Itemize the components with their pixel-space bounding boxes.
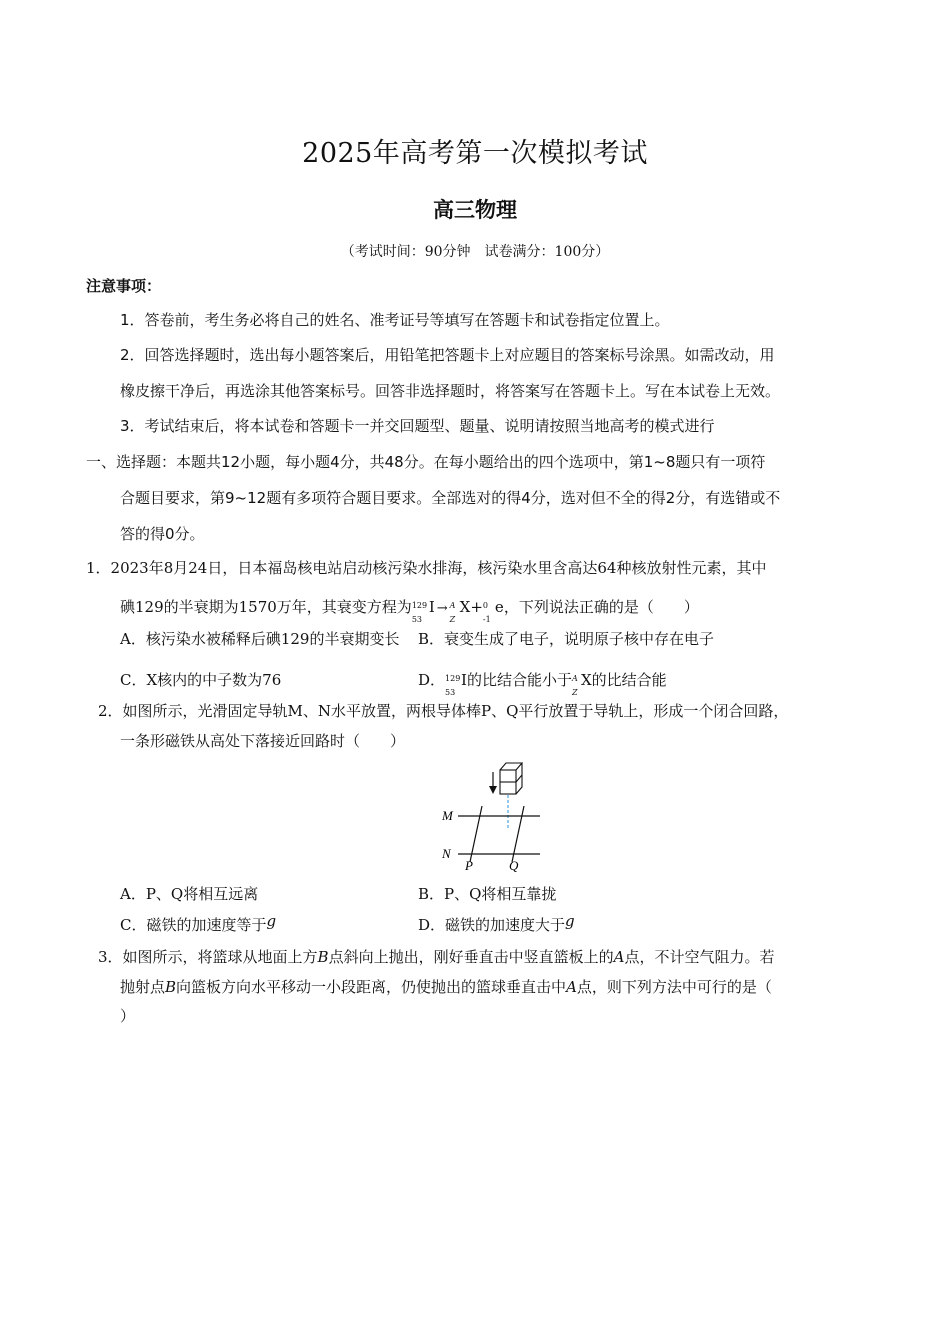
exam-subtitle: 高三物理: [433, 197, 517, 222]
q1-stem-line-1: 1．2023年8月24日，日本福岛核电站启动核污染水排海，核污染水里含高达64种核放射性元素，其中: [86, 559, 767, 577]
q2-figure-magnet: [500, 763, 522, 794]
q3-point-a: A: [613, 948, 625, 966]
q1-option-c[interactable]: C．X核内的中子数为76: [120, 671, 282, 689]
q3-stem-line-3: ）: [120, 1007, 136, 1025]
notice-item-3: 3．考试结束后，将本试卷和答题卡一并交回题型、题量、说明请按照当地高考的模式进行: [120, 417, 715, 435]
q3-point-b: B: [317, 948, 329, 966]
q1-option-a[interactable]: A．核污染水被稀释后碘129的半衰期变长: [120, 630, 400, 648]
q2-figure-label-n: N: [442, 846, 451, 861]
exam-meta: （考试时间：90分钟 试卷满分：100分）: [340, 244, 610, 260]
q2-option-d-g: g: [565, 912, 575, 930]
q1-stem-line-2: [120, 597, 699, 624]
q1-stem-text: 碘129的半衰期为1570万年，其衰变方程为: [120, 598, 412, 616]
q1-option-d-iodine-z: 53: [445, 688, 456, 697]
section-1-line-3: 答的得0分。: [120, 525, 205, 543]
q3-text-2b: 向篮板方向水平移动一小段距离，仍使抛出的篮球垂直击中: [176, 978, 567, 996]
q1-eq-x-z: Z: [449, 615, 456, 624]
q2-option-c-text: C．磁铁的加速度等于: [120, 916, 267, 934]
q1-option-d-x-a: A: [571, 674, 578, 683]
section-1-line-2: 合题目要求，第9~12题有多项符合题目要求。全部选对的得4分，选对但不全的得2分，有选错或不: [120, 489, 781, 507]
q3-text-2c: 点，则下列方法中可行的是（: [576, 978, 772, 996]
q1-eq-electron-z: -1: [482, 615, 491, 624]
notice-heading: 注意事项：: [86, 277, 162, 295]
notice-item-2-line-1: 2．回答选择题时，选出每小题答案后，用铅笔把答题卡上对应题目的答案标号涂黑。如需改动，用: [120, 346, 775, 364]
q3-point-a-2: A: [566, 978, 577, 996]
q2-figure-rails-magnet: [438, 758, 548, 872]
q1-option-d-label: D．: [418, 671, 446, 689]
notice-item-2-line-2: 橡皮擦干净后，再选涂其他答案标号。回答非选择题时，将答案写在答题卡上。写在本试卷上无效。: [120, 382, 781, 400]
q2-stem-line-1: 2．如图所示，光滑固定导轨M、N水平放置，两根导体棒P、Q平行放置于导轨上，形成一个闭合回路，: [98, 702, 789, 720]
q1-eq-arrow: →: [436, 601, 448, 616]
q2-option-c[interactable]: [120, 912, 277, 935]
q1-option-b[interactable]: B．衰变生成了电子，说明原子核中存在电子: [418, 630, 715, 648]
q3-text-1a: 3．如图所示，将篮球从地面上方: [98, 948, 318, 966]
q1-option-d-text: 的比结合能小于: [466, 671, 572, 689]
q1-eq-iodine-z: 53: [411, 615, 422, 624]
q2-figure-label-p: P: [465, 858, 473, 872]
q1-eq-iodine-symbol: I: [428, 598, 435, 616]
q1-stem-tail: ，下列说法正确的是（ ）: [503, 598, 699, 616]
q1-option-d-x-z: Z: [571, 688, 578, 697]
exam-title: 2025年高考第一次模拟考试: [302, 138, 648, 169]
q1-option-d-iodine-mass: 129: [445, 674, 461, 683]
q2-option-b[interactable]: B．P、Q将相互靠拢: [418, 885, 557, 903]
q1-option-d[interactable]: [418, 670, 667, 697]
q1-eq-electron-mass: 0: [482, 601, 489, 610]
q3-text-2a: 抛射点: [120, 978, 166, 996]
q1-eq-x-a: A: [449, 601, 456, 610]
q2-figure-arrow-head: [489, 786, 497, 794]
q3-text-1b: 点斜向上抛出，刚好垂直击中竖直篮板上的: [328, 948, 614, 966]
q1-option-d-iodine-symbol: I: [461, 671, 467, 689]
q2-option-d[interactable]: [418, 912, 575, 935]
q2-option-c-g: g: [266, 912, 277, 930]
q1-option-d-x-symbol: X: [580, 671, 592, 689]
q1-option-d-tail: 的比结合能: [591, 671, 667, 689]
q1-eq-electron-symbol: e: [494, 598, 504, 616]
q2-figure-label-m: M: [442, 808, 453, 823]
section-1-line-1: 一、选择题：本题共12小题，每小题4分，共48分。在每小题给出的四个选项中，第1~8题只有一项符: [86, 453, 766, 471]
q2-figure-label-q: Q: [509, 858, 519, 872]
q2-stem-line-2: 一条形磁铁从高处下落接近回路时（ ）: [120, 732, 406, 750]
notice-item-1: 1．答卷前，考生务必将自己的姓名、准考证号等填写在答题卡和试卷指定位置上。: [120, 311, 670, 329]
q1-eq-plus: +: [470, 598, 483, 616]
q3-point-b-2: B: [165, 978, 177, 996]
q2-option-a[interactable]: A．P、Q将相互远离: [120, 885, 259, 903]
q2-option-d-text: D．磁铁的加速度大于: [418, 916, 566, 934]
q3-text-1c: 点，不计空气阻力。若: [624, 948, 775, 966]
q1-eq-iodine-mass: 129: [411, 601, 428, 610]
q3-stem-line-2: [120, 977, 772, 997]
q1-eq-x-symbol: X: [459, 598, 471, 616]
q3-stem-line-1: [98, 947, 774, 967]
